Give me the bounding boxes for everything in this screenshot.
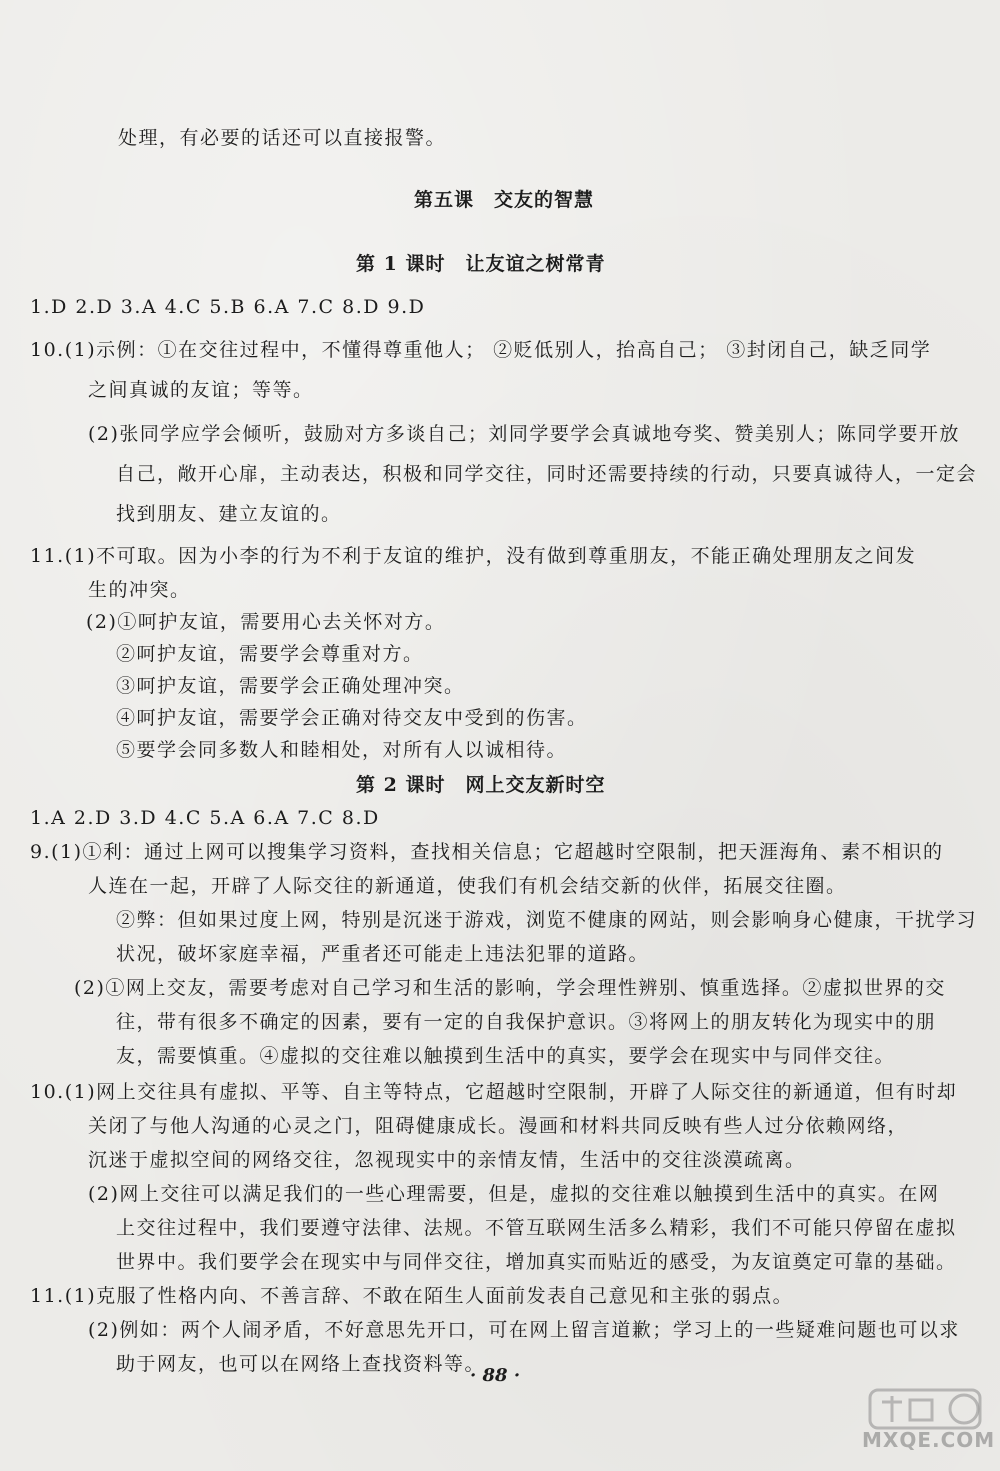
answer-line: ②呵护友谊，需要学会尊重对方。: [116, 643, 424, 665]
answer-line: ⑤要学会同多数人和睦相处，对所有人以诚相待。: [116, 739, 568, 761]
answer-line: 11.(1)不可取。因为小李的行为不利于友谊的维护，没有做到尊重朋友，不能正确处理朋友之间发: [30, 545, 917, 567]
watermark-stamp-icon: [862, 1384, 988, 1434]
answer-line: 世界中。我们要学会在现实中与同伴交往，增加真实而贴近的感受，为友谊奠定可靠的基础。: [116, 1251, 957, 1273]
watermark-url: MXQE.COM: [862, 1428, 996, 1452]
text-line: 处理，有必要的话还可以直接报警。: [118, 127, 447, 149]
answer-line: 生的冲突。: [88, 579, 191, 601]
answer-line: (2)网上交往可以满足我们的一些心理需要，但是，虚拟的交往难以触摸到生活中的真实。在网: [88, 1183, 940, 1205]
answer-line: 人连在一起，开辟了人际交往的新通道，使我们有机会结交新的伙伴，拓展交往圈。: [88, 875, 847, 897]
answer-line: ④呵护友谊，需要学会正确对待交友中受到的伤害。: [116, 707, 588, 729]
page-number: · 88 ·: [470, 1365, 521, 1386]
period-title: 第 1 课时 让友谊之树常青: [356, 253, 606, 275]
answer-line: 1.D 2.D 3.A 4.C 5.B 6.A 7.C 8.D 9.D: [30, 296, 426, 318]
answer-line: 状况，破坏家庭幸福，严重者还可能走上违法犯罪的道路。: [116, 943, 650, 965]
watermark-logo: [862, 1384, 996, 1460]
answer-line: 10.(1)示例：①在交往过程中，不懂得尊重他人； ②贬低别人，抬高自己； ③封闭自己，缺乏同学: [30, 339, 932, 361]
answer-line: 9.(1)①利：通过上网可以搜集学习资料，查找相关信息；它超越时空限制，把天涯海角、素不相识的: [30, 841, 944, 863]
answer-line: ③呵护友谊，需要学会正确处理冲突。: [116, 675, 465, 697]
period-title: 第 2 课时 网上交友新时空: [356, 774, 606, 796]
answer-line: 友，需要慎重。④虚拟的交往难以触摸到生活中的真实，要学会在现实中与同伴交往。: [116, 1045, 896, 1067]
answer-line: 找到朋友、建立友谊的。: [116, 503, 342, 525]
answer-line: (2)①呵护友谊，需要用心去关怀对方。: [86, 611, 446, 633]
answer-line: 关闭了与他人沟通的心灵之门，阻碍健康成长。漫画和材料共同反映有些人过分依赖网络，: [88, 1115, 909, 1137]
answer-line: ②弊：但如果过度上网，特别是沉迷于游戏，浏览不健康的网站，则会影响身心健康，干扰学习: [116, 909, 978, 931]
answer-line: 往，带有很多不确定的因素，要有一定的自我保护意识。③将网上的朋友转化为现实中的朋: [116, 1011, 937, 1033]
lesson-title: 第五课 交友的智慧: [414, 189, 595, 211]
answer-line: 11.(1)克服了性格内向、不善言辞、不敢在陌生人面前发表自己意见和主张的弱点。: [30, 1285, 794, 1307]
answer-line: (2)张同学应学会倾听，鼓励对方多谈自己；刘同学要学会真诚地夸奖、赞美别人；陈同学要开放: [88, 423, 960, 445]
answer-line: 之间真诚的友谊；等等。: [88, 379, 314, 401]
answer-line: 10.(1)网上交往具有虚拟、平等、自主等特点，它超越时空限制，开辟了人际交往的新通道，但有时却: [30, 1081, 958, 1103]
answer-line: 1.A 2.D 3.D 4.C 5.A 6.A 7.C 8.D: [30, 807, 380, 829]
answer-line: 自己，敞开心扉，主动表达，积极和同学交往，同时还需要持续的行动，只要真诚待人，一定会: [116, 463, 978, 485]
answer-line: (2)①网上交友，需要考虑对自己学习和生活的影响，学会理性辨别、慎重选择。②虚拟世界的交: [74, 977, 946, 999]
answer-line: 上交往过程中，我们要遵守法律、法规。不管互联网生活多么精彩，我们不可能只停留在虚拟: [116, 1217, 957, 1239]
answer-line: (2)例如：两个人闹矛盾，不好意思先开口，可在网上留言道歉；学习上的一些疑难问题也可以求: [88, 1319, 960, 1341]
answer-line: 沉迷于虚拟空间的网络交往，忽视现实中的亲情友情，生活中的交往淡漠疏离。: [88, 1149, 806, 1171]
answer-line: 助于网友，也可以在网络上查找资料等。: [116, 1353, 486, 1375]
